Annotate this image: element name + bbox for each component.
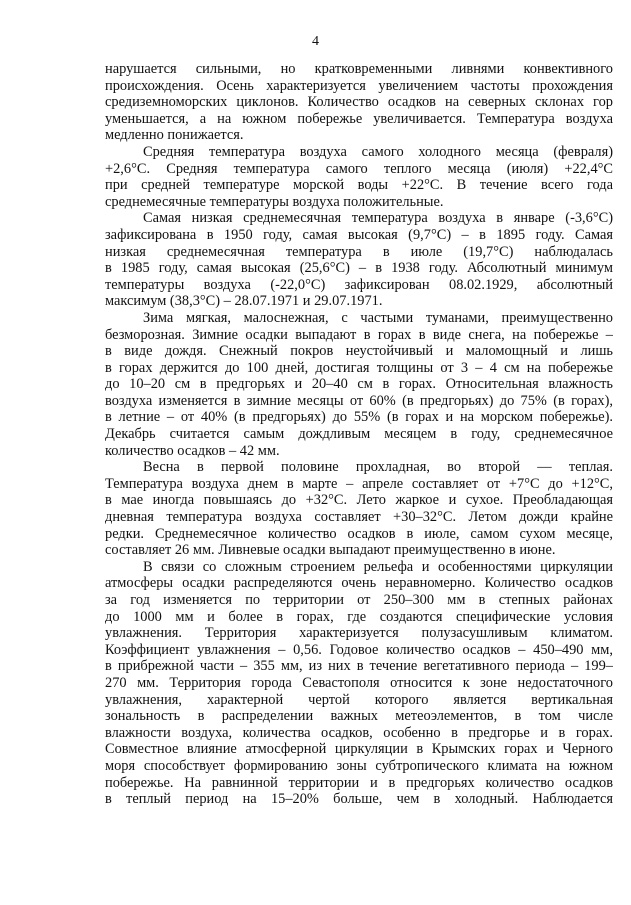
text-line: в горах держится до 100 дней, достигая толщины от 3 – 4 см на побережье <box>105 359 613 376</box>
text-line: увлажнения, характерной чертой которого является вертикальная <box>105 691 613 708</box>
text-line: в прибрежной части – 355 мм, из них в течение вегетативного периода – 199– <box>105 658 613 675</box>
text-line: В связи со сложным строением рельефа и особенностями циркуляции <box>143 558 613 575</box>
text-line: температуры воздуха (-22,0°С) зафиксирован 08.02.1929, абсолютный <box>105 276 613 293</box>
text-line: за год изменяется по территории от 250–300 мм в степных районах <box>105 592 613 608</box>
text-line: средиземноморских циклонов. Количество осадков на северных склонах гор <box>105 94 613 111</box>
text-line: в виде дождя. Снежный покров неустойчивый и маломощный и лишь <box>105 343 613 360</box>
text-line: увлажнения. Территория характеризуется полузасушливым климатом. <box>105 625 613 642</box>
text-line: Совместное влияние атмосферной циркуляции в Крымских горах и Черного <box>105 741 613 758</box>
paragraph <box>105 459 613 559</box>
text-line: атмосферы осадки распределяются очень неравномерно. Количество осадков <box>105 575 613 592</box>
text-line: зональность в распределении важных метеоэлементов, в том числе <box>105 708 613 725</box>
text-line: моря способствует формированию зоны субтропического климата на южном <box>105 757 613 774</box>
text-line: уменьшается, а на южном побережье увеличивается. Температура воздуха <box>105 110 613 127</box>
text-line: редки. Среднемесячное количество осадков в июле, самом сухом месяце, <box>105 525 613 542</box>
text-line: побережье. На равнинной территории и в предгорьях количество осадков <box>105 774 613 791</box>
text-line: дневная температура воздуха составляет +30–32°С. Летом дожди крайне <box>105 509 613 526</box>
text-line: количество осадков – 42 мм. <box>105 442 280 459</box>
text-line: при средней температуре морской воды +22°С. В течение всего года <box>105 177 613 194</box>
text-line: Зима мягкая, малоснежная, с частыми туманами, преимущественно <box>143 309 613 326</box>
text-line: Средняя температура воздуха самого холодного месяца (февраля) <box>143 143 613 160</box>
text-line: Весна в первой половине прохладная, во второй — теплая. <box>143 459 613 476</box>
text-line: Самая низкая среднемесячная температура воздуха в январе (-3,6°С) <box>143 210 613 227</box>
page-number: 4 <box>312 34 319 49</box>
document-body <box>105 61 613 808</box>
paragraph <box>105 559 613 808</box>
paragraph <box>105 210 613 310</box>
text-line: Декабрь считается самым дождливым месяцем в году, среднемесячное <box>105 426 613 443</box>
text-line: в теплый период на 15–20% больше, чем в холодный. Наблюдается <box>105 791 613 808</box>
paragraph <box>105 144 613 210</box>
text-line: нарушается сильными, но кратковременными ливнями конвективного <box>105 61 613 77</box>
text-line: в мае иногда повышаясь до +32°С. Лето жаркое и сухое. Преобладающая <box>105 492 613 509</box>
paragraph <box>105 310 613 459</box>
paragraph <box>105 61 613 144</box>
text-line: воздуха изменяется в зимние месяцы от 60% (в предгорьях) до 75% (в горах), <box>105 392 613 409</box>
text-line: в летние – от 40% (в предгорьях) до 55% (в горах и на морском побережье). <box>105 409 613 426</box>
text-line: среднемесячные температуры воздуха положительные. <box>105 193 444 210</box>
text-line: безморозная. Зимние осадки выпадают в горах в виде снега, на побережье – <box>105 326 613 343</box>
text-line: Коэффициент увлажнения – 0,56. Годовое количество осадков – 450–490 мм, <box>105 641 613 658</box>
text-line: максимум (38,3°С) – 28.07.1971 и 29.07.1971. <box>105 293 383 310</box>
text-line: происхождения. Осень характеризуется увеличением частоты прохождения <box>105 77 613 94</box>
text-line: Температура воздуха днем в марте – апреле составляет от +7°С до +12°С, <box>105 475 613 492</box>
text-line: медленно понижается. <box>105 127 244 144</box>
text-line: до 10–20 см в предгорьях и 20–40 см в горах. Относительная влажность <box>105 376 613 393</box>
text-line: влажности воздуха, количества осадков, особенно в предгорье и в горах. <box>105 724 613 741</box>
text-line: 270 мм. Территория города Севастополя относится к зоне недостаточного <box>105 674 613 691</box>
text-line: в 1985 году, самая высокая (25,6°С) – в 1938 году. Абсолютный минимум <box>105 260 613 277</box>
text-line: составляет 26 мм. Ливневые осадки выпадают преимущественно в июне. <box>105 542 556 559</box>
text-line: зафиксирована в 1950 году, самая высокая (9,7°С) – в 1895 году. Самая <box>105 226 613 243</box>
text-line: до 1000 мм и более в горах, где создаются специфические условия <box>105 608 613 625</box>
text-line: низкая среднемесячная температура в июле (19,7°С) наблюдалась <box>105 243 613 260</box>
text-line: +2,6°С. Средняя температура самого теплого месяца (июля) +22,4°С <box>105 160 613 177</box>
